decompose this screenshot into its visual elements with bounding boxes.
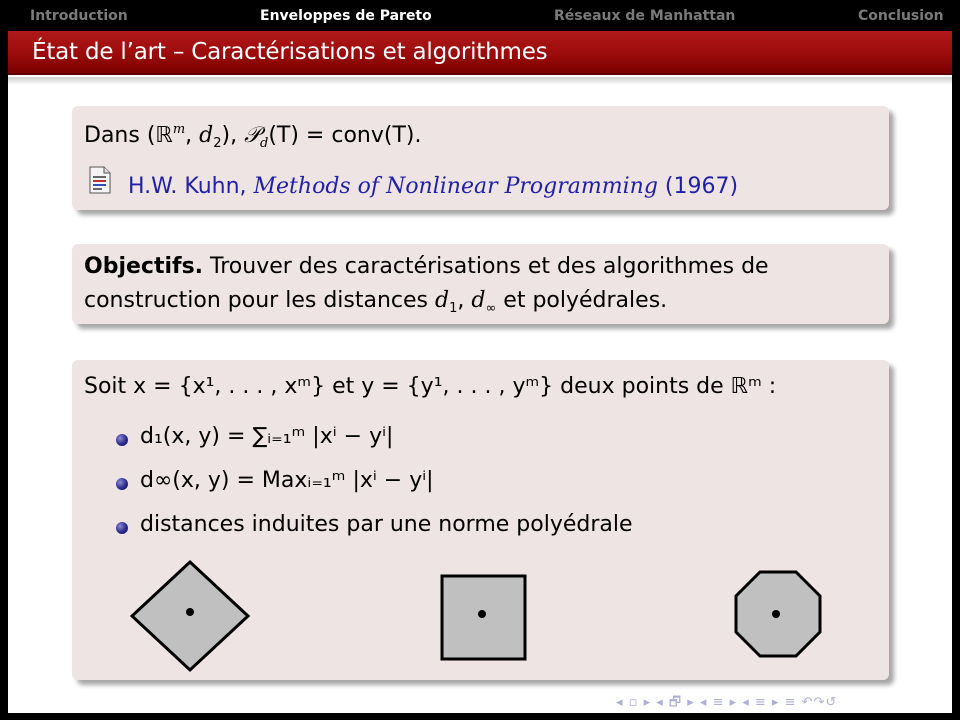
bullet-icon [116,434,128,446]
comma: , [457,288,472,313]
l1-unit-ball-diamond [128,560,252,684]
dinf-symbol: d [471,288,486,313]
beamer-navigation-controls[interactable]: ◂ ▫ ▸ ◂ 🗗 ▸ ◂ ≡ ▸ ◂ ≡ ▸ ≡ ↶↷↺ [616,695,838,710]
metric-subscript: 2 [213,136,222,151]
slide [8,0,952,713]
d1-symbol: d [435,288,450,313]
linf-unit-ball-square [440,574,530,664]
objectives-line-1 [84,254,769,279]
objectives-text-1: Trouver des caractérisations et des algorithmes de [203,254,769,279]
title-shadow [8,77,952,85]
pareto-symbol: 𝒫 [244,123,260,148]
slide-title: État de l’art – Caractérisations et algorithmes [32,39,548,65]
objectives-line-2 [84,288,667,316]
bullet-icon [116,478,128,490]
section-navbar [8,0,952,31]
ref-year: (1967) [657,174,739,199]
nav-item-reseaux-de-manhattan[interactable]: Réseaux de Manhattan [554,8,736,24]
dinf-subscript: ∞ [485,301,497,316]
objectives-text-2: construction pour les distances [84,288,435,313]
objectives-block [72,244,889,324]
metric-symbol: d [199,123,214,148]
real-space-symbol: ℝ [155,123,173,148]
bullet-polyhedral-norm: distances induites par une norme polyédrale [140,512,633,537]
bullet-d1-formula: d₁(x, y) = ∑ᵢ₌₁ᵐ |xⁱ − yⁱ| [140,424,394,449]
bullet-dinf-formula: d∞(x, y) = Maxᵢ₌₁ᵐ |xⁱ − yⁱ| [140,468,434,493]
nav-item-conclusion[interactable]: Conclusion [858,8,944,24]
text-separator: ), [221,123,245,148]
ref-title: Methods of Nonlinear Programming [253,174,658,199]
objectives-label: Objectifs. [84,254,204,279]
pareto-subscript: d [260,136,269,151]
nav-item-enveloppes-de-pareto[interactable]: Enveloppes de Pareto [260,8,432,24]
document-icon [89,166,111,194]
distances-block [72,360,889,680]
bullet-icon [116,522,128,534]
text-dans: Dans ( [84,123,156,148]
convex-hull-equation: (T) = conv(T). [268,123,422,148]
title-bar [8,31,952,75]
objectives-text-3: et polyédrales. [496,288,668,313]
space-exponent: m [172,122,186,137]
reference-block [72,106,889,210]
points-definition: Soit x = {x¹, . . . , xᵐ} et y = {y¹, . . . , yᵐ} deux points de ℝᵐ : [84,374,777,399]
nav-item-introduction[interactable]: Introduction [30,8,128,24]
bibliography-reference[interactable] [128,174,738,199]
d1-subscript: 1 [449,301,458,316]
polyhedral-unit-ball-octagon [734,570,826,662]
convex-hull-statement: Dans (ℝ$^m$, $d_2$), 𝒫$_d$(T) = conv(T). [84,122,422,151]
ref-author: H.W. Kuhn, [128,174,254,199]
